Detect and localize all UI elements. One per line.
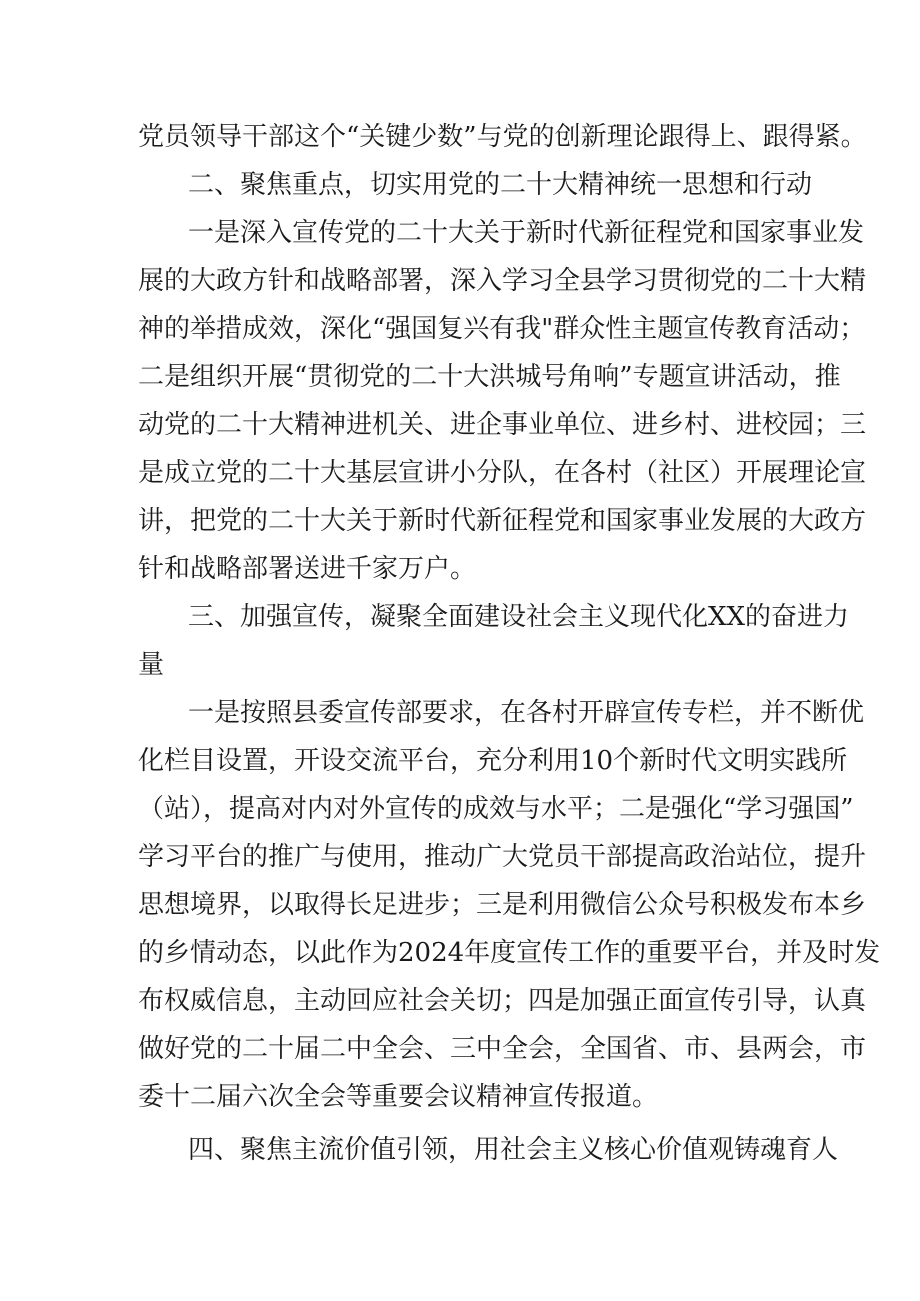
body-text-line: 党员领导干部这个“关键少数”与党的创新理论跟得上、跟得紧。 [138,122,867,152]
body-text-line: 针和战略部署送进千家万户。 [138,554,477,584]
body-text-line: 神的举措成效，深化“强国复兴有我"群众性主题宣传教育活动； [138,314,866,344]
body-text-line: 动党的二十大精神进机关、进企事业单位、进乡村、进校园；三 [138,410,867,440]
body-text-line: 布权威信息，主动回应社会关切；四是加强正面宣传引导，认真 [138,986,867,1016]
body-text-line: 的乡情动态，以此作为2024年度宣传工作的重要平台，并及时发 [138,938,881,968]
body-text-line: 化栏目设置，开设交流平台，充分利用10个新时代文明实践所 [138,746,848,776]
body-text-line: （站），提高对内对外宣传的成效与水平；二是强化“学习强国” [138,794,854,824]
body-text-line: 讲，把党的二十大关于新时代新征程党和国家事业发展的大政方 [138,506,867,536]
body-text-line: 是成立党的二十大基层宣讲小分队，在各村（社区）开展理论宣 [138,458,867,488]
body-text-line: 展的大政方针和战略部署，深入学习全县学习贯彻党的二十大精 [138,266,867,296]
body-text-line: 一是按照县委宣传部要求，在各村开辟宣传专栏，并不断优 [188,698,865,728]
body-text-line: 一是深入宣传党的二十大关于新时代新征程党和国家事业发 [188,218,865,248]
body-text-line: 做好党的二十届二中全会、三中全会，全国省、市、县两会，市 [138,1034,867,1064]
section-heading-3: 三、加强宣传，凝聚全面建设社会主义现代化XX的奋进力 [188,602,850,632]
body-text-line: 学习平台的推广与使用，推动广大党员干部提高政治站位，提升 [138,842,867,872]
section-heading-3-continued: 量 [138,650,165,680]
section-heading-2: 二、聚焦重点，切实用党的二十大精神统一思想和行动 [188,170,813,200]
section-heading-4: 四、聚焦主流价值引领，用社会主义核心价值观铸魂育人 [188,1135,839,1165]
body-text-line: 二是组织开展“贯彻党的二十大洪城号角响”专题宣讲活动，推 [138,362,841,392]
body-text-line: 思想境界，以取得长足进步；三是利用微信公众号积极发布本乡 [138,890,867,920]
body-text-line: 委十二届六次全会等重要会议精神宣传报道。 [138,1082,659,1112]
